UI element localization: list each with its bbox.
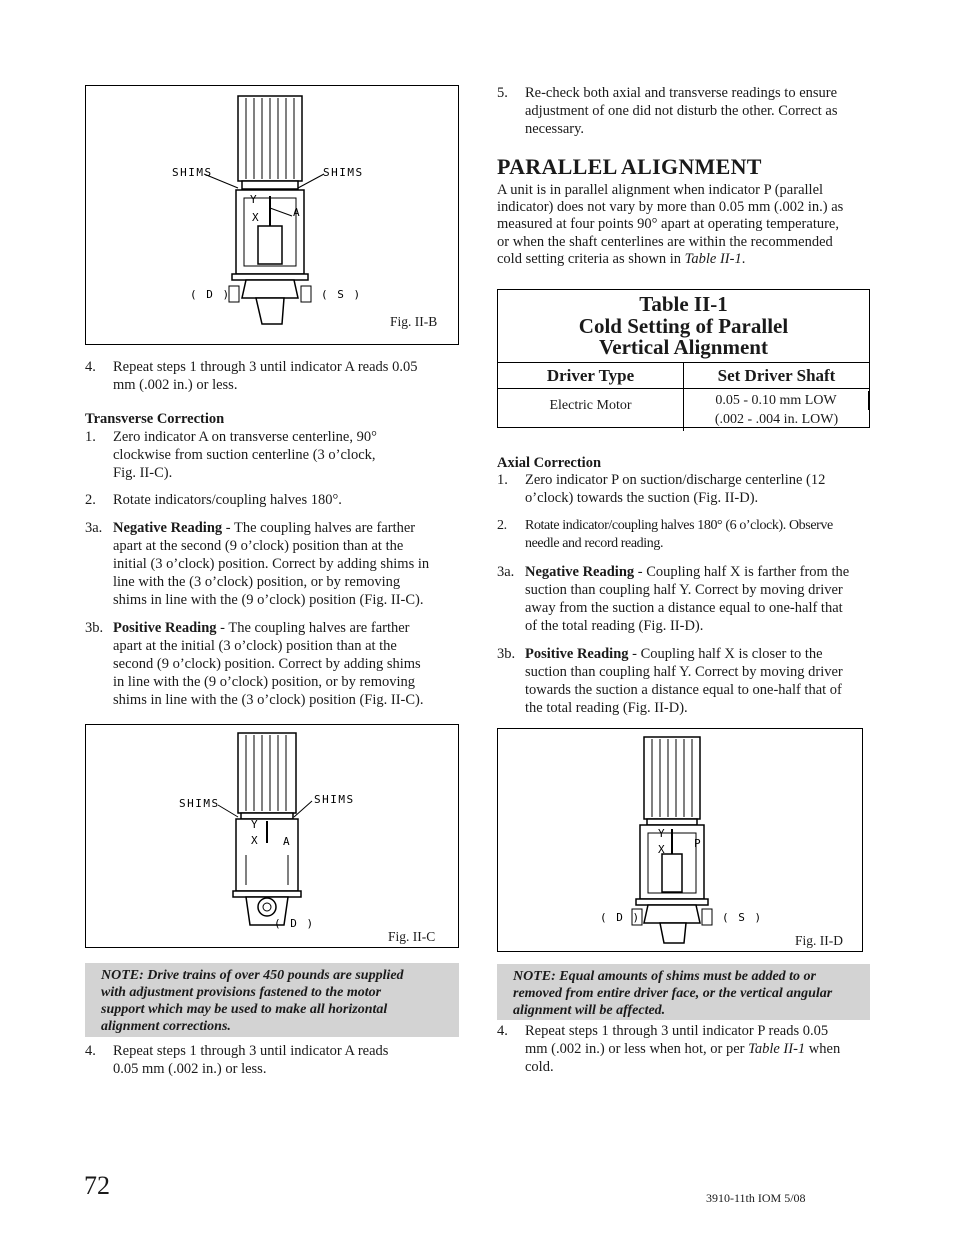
parallel-alignment-heading: PARALLEL ALIGNMENT [497,154,762,179]
page-number: 72 [84,1171,110,1200]
table-reference: Table II-1 [684,250,742,267]
y-label: Y [250,193,259,206]
shims-right-label: SHIMS [323,166,364,179]
a-label: A [283,835,292,848]
d-label: ( D ) [190,288,231,301]
transverse-heading: Transverse Correction [85,411,225,427]
x-label: X [252,211,261,224]
table-row [498,389,869,431]
pump-diagram-c [86,725,458,947]
figure-ii-d [497,728,863,952]
figure-ii-c [85,724,459,948]
shims-left-label: SHIMS [179,797,220,810]
figure-caption: Fig. II-C [388,929,436,944]
figure-caption: Fig. II-D [795,933,843,948]
table-header-row [498,363,869,389]
axial-heading: Axial Correction [497,455,602,471]
pump-diagram-b [86,86,458,344]
pump-diagram-d [498,729,862,951]
parallel-paragraph: A unit is in parallel alignment when indicator P (parallel indicator) does not vary by more than 0.05 mm (.002 in.) as measured at four points 90° apart at operating temperature, or when the shaft centerlines are within the recommended cold setting criteria as shown in Table II-1. [497,182,844,267]
shims-right-label: SHIMS [314,793,355,806]
table-cell: 0.05 - 0.10 mm LOW (.002 - .004 in. LOW) [684,389,869,431]
s-label: ( S ) [722,911,763,924]
table-title: Table II-1 Cold Setting of Parallel Vertical Alignment [498,290,869,363]
document-id: 3910-11th IOM 5/08 [706,1191,806,1205]
s-label: ( S ) [321,288,362,301]
y-label: Y [658,827,667,840]
p-label: P [694,837,703,850]
table-cell: Electric Motor [498,389,684,431]
x-label: X [658,843,667,856]
column-header: Driver Type [498,363,684,388]
a-label: A [293,206,302,219]
figure-caption: Fig. II-B [390,314,438,329]
shims-left-label: SHIMS [172,166,213,179]
table-reference: Table II-1 [748,1041,806,1057]
figure-ii-b [85,85,459,345]
d-label: ( D ) [600,911,641,924]
column-header: Set Driver Shaft [717,365,836,385]
d-label: ( D ) [274,917,315,930]
note-box: NOTE: Equal amounts of shims must be added to or removed from entire driver face, or the vertical angular alignment will be affected. [497,964,870,1020]
table-ii-1 [497,289,870,428]
x-label: X [251,834,260,847]
note-box: NOTE: Drive trains of over 450 pounds are supplied with adjustment provisions fastened to the motor support which may be used to make all horizontal alignment corrections. [85,963,459,1037]
y-label: Y [251,818,260,831]
